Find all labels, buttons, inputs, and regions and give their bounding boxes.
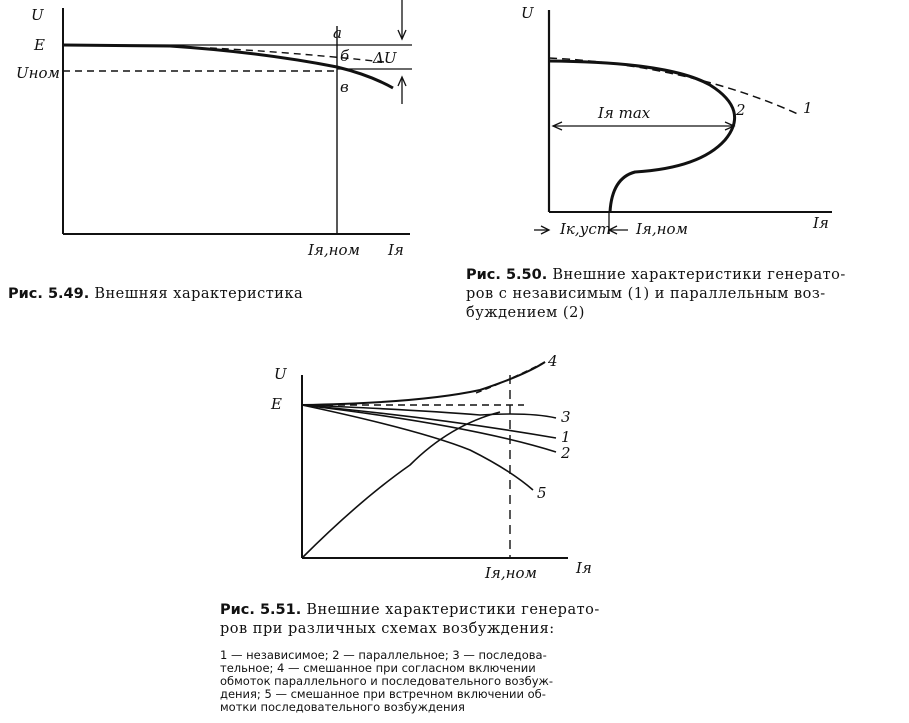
fig550-x-label: Iя (813, 214, 829, 232)
fig549-caption (8, 285, 303, 304)
fig551-x-label: Iя (576, 559, 592, 577)
fig549-unom-label: Uном (16, 64, 60, 82)
fig549-caption-text: Внешняя характеристика (94, 286, 304, 302)
fig549-point-v: в (340, 78, 349, 96)
fig550-caption-num: Рис. 5.50. (466, 267, 548, 283)
fig551-label-3: 3 (561, 408, 571, 426)
fig551-legend-line-3: обмоток параллельного и последовательного возбуж- (220, 674, 554, 688)
fig551-curve-4 (302, 362, 545, 405)
fig549-x-label: Iя (388, 241, 404, 259)
fig551-inom-label: Iя,ном (485, 564, 537, 582)
fig549-point-a: a (333, 24, 342, 42)
fig551-caption (220, 601, 660, 639)
fig550-caption-text-1: Внешние характеристики генерато- (552, 267, 846, 283)
fig550-caption-line-3: буждением (2) (466, 305, 585, 321)
fig551-legend-line-2: тельное; 4 — смешанное при согласном включении (220, 661, 536, 675)
fig551-legend-line-4: дения; 5 — смешанное при встречном включении об- (220, 687, 546, 701)
fig550-curve-1 (549, 58, 800, 115)
fig-550 (534, 10, 832, 234)
fig550-curve-2 (549, 61, 735, 212)
fig549-point-b: б (340, 47, 350, 65)
fig549-e-label: E (34, 36, 45, 54)
fig551-legend (220, 649, 660, 714)
fig549-inom-label: Iя,ном (308, 241, 360, 259)
fig-551 (302, 362, 568, 558)
fig551-legend-line-1: 1 — независимое; 2 — параллельное; 3 — последова- (220, 648, 547, 662)
fig551-label-2: 2 (561, 444, 571, 462)
fig551-e-label: E (271, 395, 282, 413)
fig551-label-1: 1 (561, 428, 571, 446)
fig551-caption-text-1: Внешние характеристики генерато- (306, 602, 600, 618)
fig549-caption-num: Рис. 5.49. (8, 286, 90, 302)
fig551-label-4: 4 (548, 352, 558, 370)
fig550-ik-label: Iк,уст (560, 220, 611, 238)
fig551-curve-3 (302, 405, 556, 418)
fig550-caption (466, 266, 906, 323)
fig550-curve-1-label: 1 (803, 99, 813, 117)
fig550-y-label: U (521, 4, 534, 22)
fig550-curve-2-label: 2 (736, 101, 746, 119)
fig551-y-label: U (274, 365, 287, 383)
fig551-caption-num: Рис. 5.51. (220, 602, 302, 618)
fig550-inom-label: Iя,ном (636, 220, 688, 238)
fig549-delta-u: ΔU (373, 49, 397, 67)
fig549-y-label: U (31, 6, 44, 24)
fig550-caption-line-1 (466, 266, 906, 285)
fig551-caption-line-1 (220, 601, 660, 620)
fig551-label-5: 5 (537, 484, 547, 502)
fig550-caption-line-2: ров с независимым (1) и параллельным воз- (466, 286, 826, 302)
fig-549 (63, 0, 412, 234)
fig550-imax-label: Iя max (598, 104, 651, 122)
fig551-legend-line-5: мотки последовательного возбуждения (220, 700, 465, 714)
fig551-curve-3-rise (302, 412, 500, 558)
fig551-caption-line-2: ров при различных схемах возбуждения: (220, 621, 555, 637)
